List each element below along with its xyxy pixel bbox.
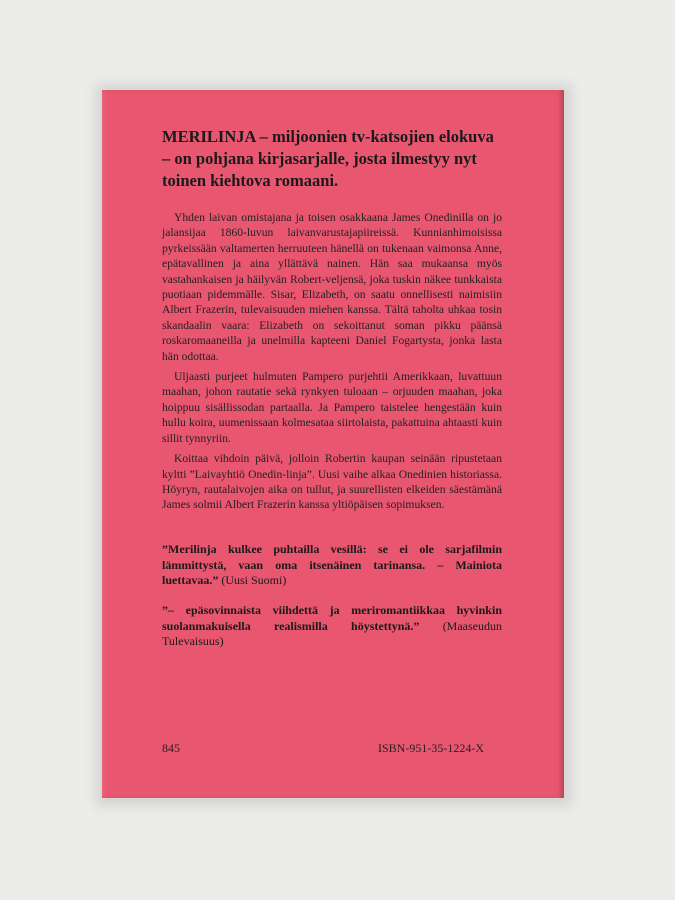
book-back-cover — [102, 90, 564, 798]
review-quote-2-text: ”– epäsovinnaista viihdettä ja meriromantiikkaa hyvinkin suolanmakuisella realismilla höystettynä.” — [162, 603, 502, 633]
blurb-paragraph-3: Koittaa vihdoin päivä, jolloin Robertin kaupan seinään ripustetaan kyltti ”Laivayhtiö Onedin-linja”. Uusi vaihe alkaa Onedinien historiassa. Höyryn, rautalaivojen aika on tullut, ja suurellisten elkeiden säestämänä James solmii Albert Frazerin kanssa yltiöpäisen sopimuksen. — [162, 452, 502, 512]
isbn-number: ISBN-951-35-1224-X — [378, 741, 484, 755]
review-quote-1-source: (Uusi Suomi) — [221, 573, 287, 587]
blurb-text — [162, 210, 502, 518]
review-quote-2 — [162, 603, 502, 650]
review-quote-1-text: ”Merilinja kulkee puhtailla vesillä: se ei ole sarjafilmin lämmittystä, vaan oma itsenäinen tarinansa. – Mainiota luettavaa.” — [162, 542, 502, 587]
review-quote-1 — [162, 542, 502, 589]
catalog-number: 845 — [162, 741, 180, 755]
blurb-paragraph-1: Yhden laivan omistajana ja toisen osakkaana James Onedinilla on jo jalansijaa 1860-luvun laivanvarustajapiireissä. Kunnianhimoisissa pyrkeissään valtamerten herruuteen hänellä on tukenaan vaimonsa Anne, epätavallinen ja aina yllättävä nainen. Hän saa mukaansa myös vastahankaisen ja häilyvän Robert-veljensä, joka tuskin näkee tunkkaista puotiaan pidemmälle. Sisar, Elizabeth, on saatu onnellisesti naimisiin Albert Frazerin, tulevaisuuden miehen kanssa. Tältä taholta uhkaa tosin skandaalin vaara: Elizabeth on sekoittanut soman pikku päänsä roskaromaaneilla ja unelmilla kapteeni Daniel Fogartysta, jonka lasta hän odottaa. — [162, 211, 502, 363]
cover-headline: MERILINJA – miljoonien tv-katsojien elokuva – on pohjana kirjasarjalle, josta ilmestyy nyt toinen kiehtova romaani. — [162, 127, 494, 190]
blurb-paragraph-2: Uljaasti purjeet hulmuten Pampero purjehtii Amerikkaan, luvattuun maahan, johon rautatie sekä rynkyen tuloaan – orjuuden maahan, joka hoippuu sisällissodan partaalla. Ja Pampero taistelee hengestään kuin hullu koira, uumenissaan kolmesataa siirtolaista, pakattuina ahtaasti kuin sillit tynnyriin. — [162, 370, 502, 445]
review-quote-2-source: (Maaseudun Tulevaisuus) — [162, 618, 503, 648]
